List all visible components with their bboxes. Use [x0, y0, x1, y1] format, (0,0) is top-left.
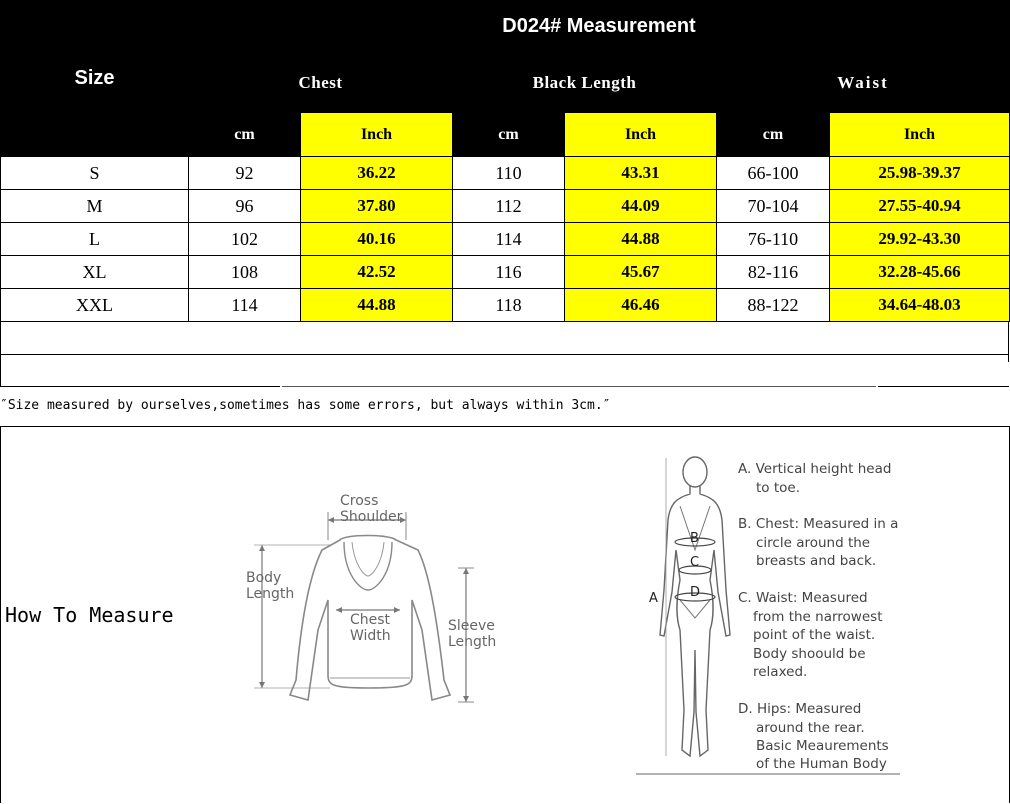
sleeve-length-label-1: Sleeve	[448, 618, 495, 634]
note-d-line-4: of the Human Body	[756, 756, 887, 772]
waist-inch-cell: 34.64-48.03	[830, 289, 1010, 322]
size-chart-table	[0, 0, 1010, 322]
table-title: D024# Measurement	[189, 1, 1010, 53]
length-inch-cell: 44.09	[565, 190, 717, 223]
chest-width-label-1: Chest	[350, 612, 391, 628]
length-inch-cell: 43.31	[565, 157, 717, 190]
waist-cm-cell: 82-116	[717, 256, 830, 289]
divider	[0, 354, 1009, 355]
chest-inch-cell: 36.22	[301, 157, 453, 190]
waist-group-header: Waist	[717, 53, 1010, 113]
unit-header-waist-cm: cm	[717, 113, 830, 157]
measurement-note: ″Size measured by ourselves,sometimes has some errors, but always within 3cm.″	[0, 398, 611, 413]
size-cell: XL	[1, 256, 189, 289]
table-row	[1, 223, 1010, 256]
table-row	[1, 190, 1010, 223]
note-c-line-5: relaxed.	[753, 664, 808, 680]
garment-diagram	[240, 490, 510, 720]
note-c-line-4: Body shoould be	[753, 646, 866, 662]
divider	[0, 386, 280, 387]
divider	[282, 386, 876, 387]
body-length-label-1: Body	[246, 570, 282, 586]
unit-header-length-inch: Inch	[565, 113, 717, 157]
table-row	[1, 256, 1010, 289]
waist-inch-cell: 25.98-39.37	[830, 157, 1010, 190]
note-a-line-2: to toe.	[756, 480, 800, 496]
table-row	[1, 157, 1010, 190]
waist-inch-cell: 32.28-45.66	[830, 256, 1010, 289]
unit-header-chest-inch: Inch	[301, 113, 453, 157]
note-b-line-2: circle around the	[756, 535, 871, 551]
body-letter-c: C	[690, 555, 700, 570]
unit-header-length-cm: cm	[453, 113, 565, 157]
note-d-line-1: D. Hips: Measured	[738, 701, 862, 717]
chest-cm-cell: 96	[189, 190, 301, 223]
chest-inch-cell: 44.88	[301, 289, 453, 322]
chest-cm-cell: 92	[189, 157, 301, 190]
sleeve-length-label-2: Length	[448, 634, 497, 650]
divider	[878, 386, 1009, 387]
length-inch-cell: 46.46	[565, 289, 717, 322]
note-d-line-2: around the rear.	[756, 720, 865, 736]
chest-cm-cell: 102	[189, 223, 301, 256]
length-inch-cell: 45.67	[565, 256, 717, 289]
unit-header-chest-cm: cm	[189, 113, 301, 157]
table-row	[1, 289, 1010, 322]
size-column-header: Size	[1, 1, 189, 157]
body-letter-b: B	[690, 531, 699, 546]
size-cell: XXL	[1, 289, 189, 322]
how-to-measure-label: How To Measure	[5, 603, 174, 627]
cross-shoulder-label-1: Cross	[340, 493, 379, 509]
waist-cm-cell: 76-110	[717, 223, 830, 256]
length-cm-cell: 112	[453, 190, 565, 223]
chest-cm-cell: 114	[189, 289, 301, 322]
body-length-label-2: Length	[246, 586, 295, 602]
note-c-line-1: C. Waist: Measured	[738, 590, 868, 606]
note-a-line-1: A. Vertical height head	[738, 461, 892, 477]
size-cell: S	[1, 157, 189, 190]
waist-inch-cell: 27.55-40.94	[830, 190, 1010, 223]
chest-inch-cell: 42.52	[301, 256, 453, 289]
size-cell: M	[1, 190, 189, 223]
chest-inch-cell: 37.80	[301, 190, 453, 223]
length-group-header: Black Length	[453, 53, 717, 113]
waist-cm-cell: 88-122	[717, 289, 830, 322]
body-letter-a: A	[649, 591, 658, 606]
note-b-line-1: B. Chest: Measured in a	[738, 516, 899, 532]
note-b-line-3: breasts and back.	[756, 553, 877, 569]
waist-cm-cell: 66-100	[717, 157, 830, 190]
note-c-line-3: point of the waist.	[753, 627, 876, 643]
waist-inch-cell: 29.92-43.30	[830, 223, 1010, 256]
length-cm-cell: 116	[453, 256, 565, 289]
chest-width-label-2: Width	[350, 628, 391, 644]
chest-cm-cell: 108	[189, 256, 301, 289]
note-c-line-2: from the narrowest	[753, 609, 883, 625]
waist-cm-cell: 70-104	[717, 190, 830, 223]
unit-header-waist-inch: Inch	[830, 113, 1010, 157]
length-inch-cell: 44.88	[565, 223, 717, 256]
length-cm-cell: 118	[453, 289, 565, 322]
chest-inch-cell: 40.16	[301, 223, 453, 256]
length-cm-cell: 114	[453, 223, 565, 256]
blank-row-right-border	[1008, 322, 1009, 362]
length-cm-cell: 110	[453, 157, 565, 190]
size-cell: L	[1, 223, 189, 256]
chest-group-header: Chest	[189, 53, 453, 113]
body-letter-d: D	[690, 585, 701, 600]
cross-shoulder-label-2: Shoulder	[340, 509, 403, 525]
note-d-line-3: Basic Meaurements	[756, 738, 889, 754]
body-diagram	[632, 450, 902, 780]
